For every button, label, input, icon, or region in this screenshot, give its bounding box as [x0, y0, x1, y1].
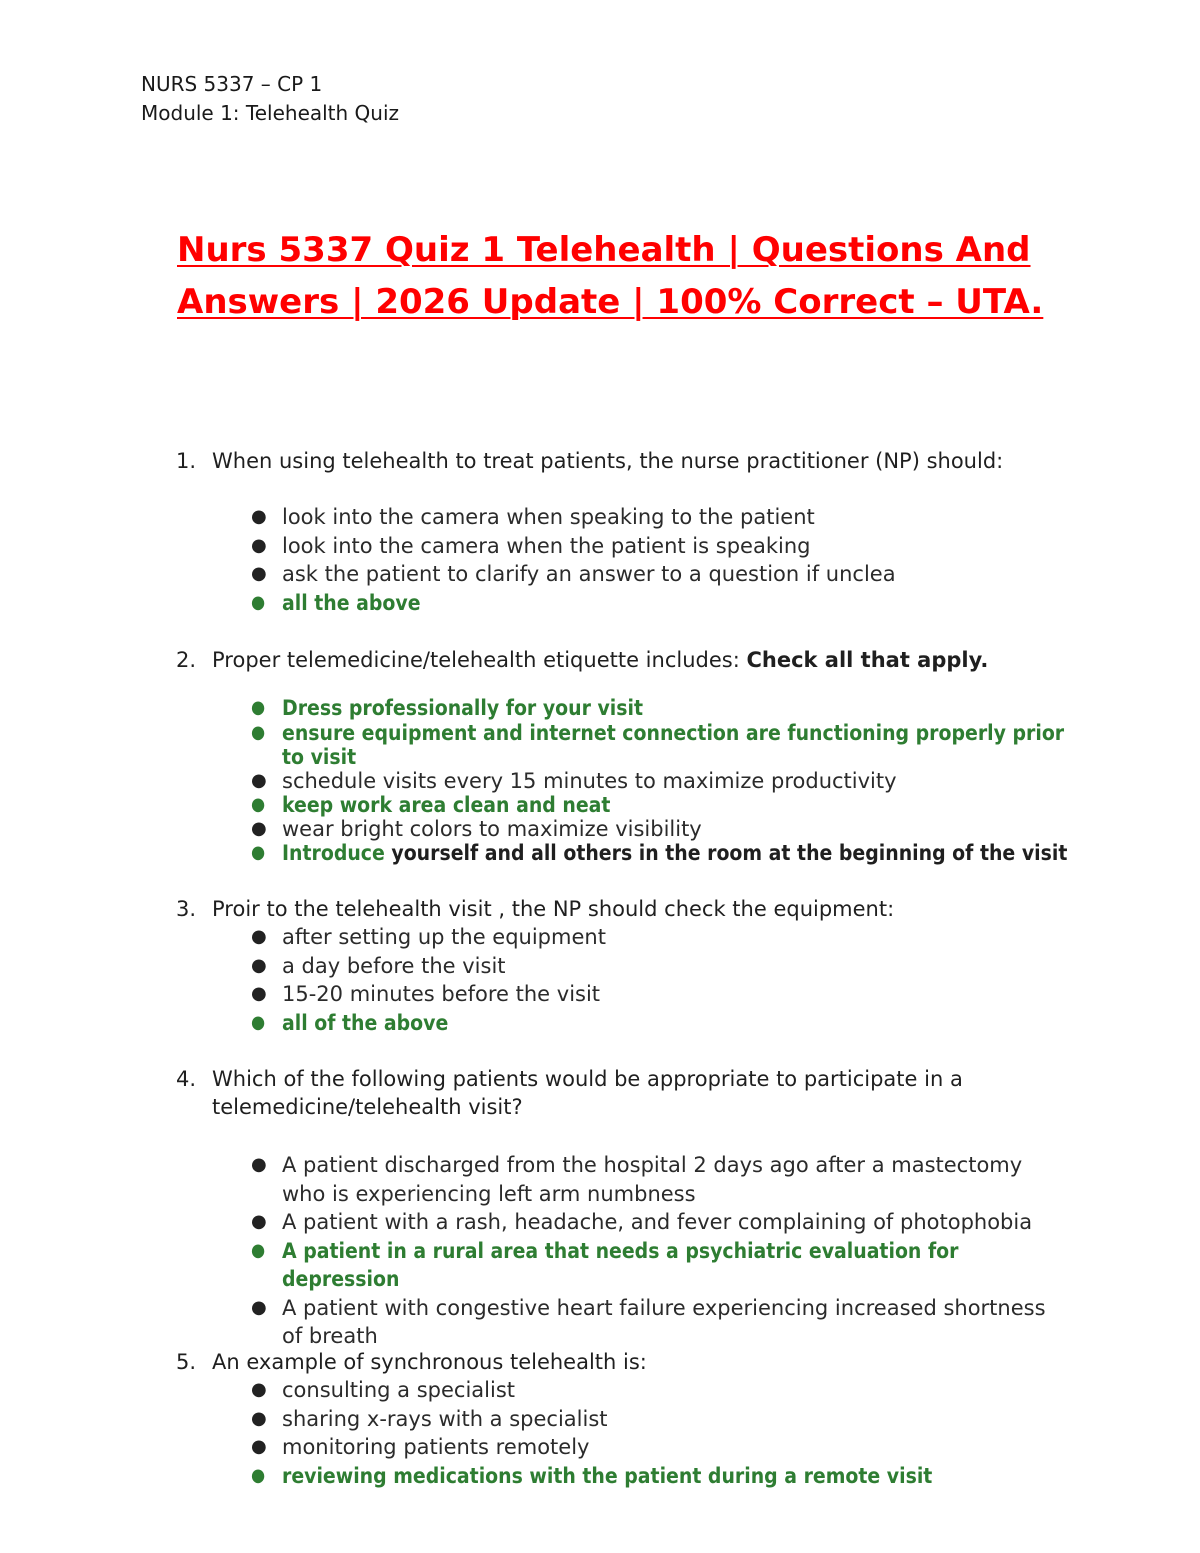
bullet-icon: ●	[251, 794, 266, 815]
list-item: ● schedule visits every 15 minutes to maximize productivity	[251, 769, 897, 793]
bullet-icon: ●	[251, 926, 267, 947]
bullet-icon: ●	[251, 1011, 266, 1033]
bullet-icon: ●	[251, 818, 267, 839]
bullet-icon: ●	[251, 697, 266, 718]
question-text	[176, 646, 1072, 674]
list-item: ● A patient with a rash, headache, and fever complaining of photophobia	[0, 1208, 1072, 1237]
correct-answer: ● reviewing medications with the patient during a remote visit	[0, 1462, 1072, 1491]
question-prompt: When using telehealth to treat patients, the nurse practitioner (NP) should:	[212, 449, 1004, 473]
document-header	[141, 70, 399, 128]
bullet-icon: ●	[251, 1436, 267, 1457]
correct-answer: ● ensure equipment and internet connection are functioning properly prior to visit	[251, 721, 1065, 769]
question-text	[176, 895, 1072, 923]
question-prompt: Proper telemedicine/telehealth etiquette includes:	[212, 648, 747, 672]
list-item: ● monitoring patients remotely	[0, 1433, 1072, 1462]
title-line-1: Nurs 5337 Quiz 1 Telehealth | Questions And	[177, 230, 1031, 270]
option-list	[0, 923, 1200, 1037]
correct-answer: ● Introduce yourself and all others in the room at the beginning of the visit	[251, 841, 1068, 865]
option-list	[0, 1151, 1200, 1351]
list-item: ● consulting a specialist	[0, 1376, 1072, 1405]
question-text	[176, 1348, 1072, 1376]
title-line-2: Answers | 2026 Update | 100% Correct – UTA.	[177, 282, 1044, 322]
list-item: ● ask the patient to clarify an answer to a question if unclea	[0, 560, 1072, 589]
list-item: ● 15-20 minutes before the visit	[0, 980, 1072, 1009]
question-text	[176, 1065, 972, 1121]
list-item: ● after setting up the equipment	[0, 923, 1072, 952]
bullet-icon: ●	[251, 842, 266, 863]
bullet-icon: ●	[251, 1239, 266, 1261]
correct-answer: ● keep work area clean and neat	[251, 793, 611, 817]
bullet-icon: ●	[251, 1464, 266, 1486]
question-prompt: An example of synchronous telehealth is:	[212, 1350, 647, 1374]
bullet-icon: ●	[251, 1379, 267, 1400]
question-text	[176, 447, 1072, 475]
course-code: NURS 5337 – CP 1	[141, 72, 323, 96]
correct-answer: ● all the above	[0, 589, 1072, 618]
bullet-icon: ●	[251, 954, 267, 976]
bullet-icon: ●	[251, 770, 267, 791]
question-number: 4.	[176, 1067, 197, 1091]
bullet-icon: ●	[251, 1296, 267, 1318]
module-title: Module 1: Telehealth Quiz	[141, 101, 400, 125]
bullet-icon: ●	[251, 983, 267, 1004]
bullet-icon: ●	[251, 563, 267, 584]
list-item: ● look into the camera when the patient is speaking	[0, 532, 1072, 561]
list-item: ● A patient with congestive heart failure experiencing increased shortness of breath	[251, 1295, 1046, 1348]
bullet-icon: ●	[251, 1211, 267, 1232]
question-prompt: Which of the following patients would be appropriate to participate in a telemedicine/telehealth visit?	[212, 1067, 963, 1119]
question-number: 3.	[176, 897, 197, 921]
option-list	[0, 503, 1200, 617]
list-item: ● sharing x-rays with a specialist	[0, 1405, 1072, 1434]
option-list	[0, 1376, 1200, 1490]
list-item: ● wear bright colors to maximize visibility	[251, 817, 702, 841]
correct-answer: ● A patient in a rural area that needs a psychiatric evaluation for depression	[251, 1238, 959, 1291]
correct-answer: ● Dress professionally for your visit	[251, 696, 643, 720]
correct-answer: ● all of the above	[0, 1009, 1072, 1038]
bullet-icon: ●	[251, 591, 266, 613]
question-number: 5.	[176, 1350, 197, 1374]
document-title	[177, 224, 1077, 328]
bullet-icon: ●	[251, 722, 266, 743]
bullet-icon: ●	[251, 1407, 267, 1429]
bullet-icon: ●	[251, 534, 267, 556]
list-item: ● A patient discharged from the hospital 2 days ago after a mastectomy who is experiencing left arm numbness	[251, 1153, 1023, 1206]
question-number: 2.	[176, 648, 197, 672]
option-list	[0, 696, 1200, 865]
list-item: ● look into the camera when speaking to the patient	[0, 503, 1072, 532]
list-item: ● a day before the visit	[0, 952, 1072, 981]
bullet-icon: ●	[251, 1154, 267, 1175]
question-prompt: Proir to the telehealth visit , the NP should check the equipment:	[212, 897, 895, 921]
question-emphasis: Check all that apply.	[746, 648, 989, 672]
bullet-icon: ●	[251, 506, 267, 527]
question-number: 1.	[176, 449, 197, 473]
